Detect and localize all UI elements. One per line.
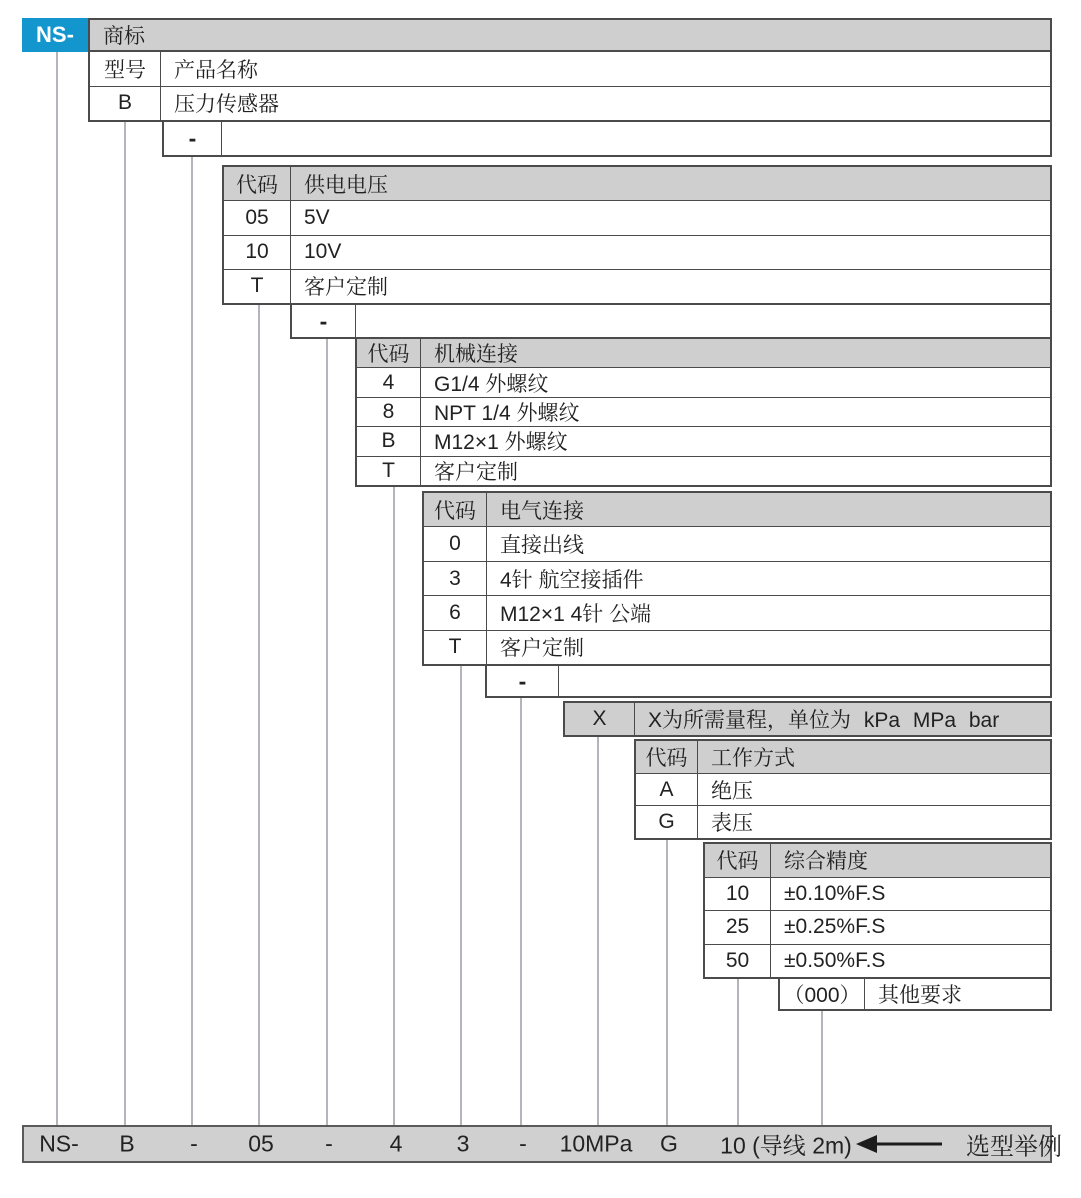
table-row [424,526,1050,560]
table-row [357,426,1050,455]
connector-line [666,840,668,1125]
example-value: 05 [248,1130,274,1157]
dash-cell: - [164,122,222,155]
header-desc: 综合精度 [784,850,868,874]
table-row [705,910,1050,944]
table-header-row [636,741,1050,773]
table-row [292,305,1050,337]
code-cell: T [357,457,421,485]
table-row [164,122,1050,155]
table-row [487,666,1050,696]
table-row [90,52,1050,86]
code-cell: 4 [357,368,421,396]
code-cell: A [636,774,698,806]
other-desc: 其他要求 [878,984,962,1007]
example-value: - [325,1130,333,1157]
empty-cell [222,122,1050,155]
example-band [22,1125,1062,1163]
code-cell: 3 [424,562,487,595]
dash-cell: - [487,666,559,696]
connector-line [124,120,126,1125]
connector-line [393,487,395,1125]
connector-line [326,339,328,1125]
connector-line [56,52,58,1125]
header-code: 代码 [705,844,771,877]
table-header-row [424,493,1050,526]
mechanical-connection-table [355,337,1052,487]
connector-line [821,1011,823,1125]
header-desc: 工作方式 [711,746,795,770]
table-row [780,979,1050,1009]
code-cell: 50 [705,945,771,978]
desc-cell: G1/4 外螺纹 [434,372,549,396]
connector-line [258,305,260,1125]
desc-cell: 绝压 [711,779,753,803]
desc-cell: 客户定制 [434,460,518,484]
connector-line [460,666,462,1125]
table-row [357,397,1050,426]
table-row [705,944,1050,978]
other-code: （000） [780,979,865,1009]
dash-separator-3 [485,664,1052,698]
desc-cell: 直接出线 [500,534,584,558]
model-prefix-box: NS- [22,18,88,52]
code-cell: T [224,270,291,303]
header-code: 代码 [424,493,487,526]
electrical-connection-table [422,491,1052,666]
example-label: 选型举例 [966,1133,1062,1161]
table-row [636,805,1050,838]
model-header-desc: 产品名称 [174,58,258,82]
example-value: 3 [456,1130,470,1157]
other-requirement-row [778,977,1052,1011]
example-value: G [660,1130,678,1157]
header-code: 代码 [357,339,421,367]
example-value: - [519,1130,527,1157]
header-desc: 电气连接 [500,499,584,523]
code-cell: 6 [424,596,487,629]
supply-voltage-table [222,165,1052,305]
arrow-tail-line [876,1143,942,1146]
table-header-row [357,339,1050,367]
model-header-code: 型号 [90,52,161,86]
code-cell: 0 [424,527,487,560]
code-cell: 8 [357,398,421,426]
desc-cell: 5V [304,205,330,229]
dash-separator-1 [162,120,1052,157]
dash-cell: - [292,305,356,337]
empty-cell [356,305,1050,337]
brand-header [88,18,1052,52]
desc-cell: NPT 1/4 外螺纹 [434,402,580,426]
table-row [705,877,1050,911]
connector-line [597,737,599,1125]
arrow-left-icon [856,1135,877,1153]
header-code: 代码 [636,741,698,773]
connector-line [737,979,739,1125]
desc-cell: 10V [304,240,342,264]
code-cell: T [424,631,487,664]
model-desc: 压力传感器 [174,93,279,117]
code-cell: B [357,427,421,455]
connector-line [520,698,522,1125]
desc-cell: ±0.25%F.S [784,915,886,939]
table-row [224,269,1050,303]
example-value: 4 [389,1130,403,1157]
range-row [563,701,1052,737]
header-desc: 供电电压 [304,173,388,197]
code-cell: 05 [224,201,291,234]
range-code: X [565,703,635,735]
table-row [224,200,1050,234]
range-desc: X为所需量程，单位为 kPa MPa bar [648,709,1000,732]
empty-cell [559,666,1050,696]
model-code: B [90,87,161,121]
table-row [424,630,1050,664]
desc-cell: ±0.50%F.S [784,948,886,972]
table-row [636,773,1050,806]
model-table [88,50,1052,122]
desc-cell: ±0.10%F.S [784,881,886,905]
dash-separator-2 [290,303,1052,339]
code-cell: 10 [224,236,291,269]
table-header-row [224,167,1050,200]
table-row [565,703,1050,735]
example-value: - [190,1130,198,1157]
accuracy-table [703,842,1052,979]
table-row [224,235,1050,269]
working-mode-table [634,739,1052,840]
table-row [424,595,1050,629]
code-cell: G [636,806,698,838]
code-cell: 25 [705,911,771,944]
example-value: NS- [39,1130,79,1157]
header-code: 代码 [224,167,291,200]
desc-cell: 4针 航空接插件 [500,568,644,592]
connector-line [191,157,193,1125]
example-value: 10 (导线 2m) [720,1132,852,1159]
desc-cell: M12×1 外螺纹 [434,431,568,455]
example-value: B [119,1130,135,1157]
table-row [90,86,1050,121]
desc-cell: 客户定制 [304,276,388,300]
desc-cell: 表压 [711,812,753,836]
brand-label: 商标 [103,25,145,48]
table-row [357,367,1050,396]
example-value: 10MPa [559,1130,633,1157]
table-row [424,561,1050,595]
table-header-row [705,844,1050,877]
header-desc: 机械连接 [434,343,518,367]
desc-cell: 客户定制 [500,637,584,661]
table-row [357,456,1050,485]
desc-cell: M12×1 4针 公端 [500,602,652,626]
code-cell: 10 [705,878,771,911]
